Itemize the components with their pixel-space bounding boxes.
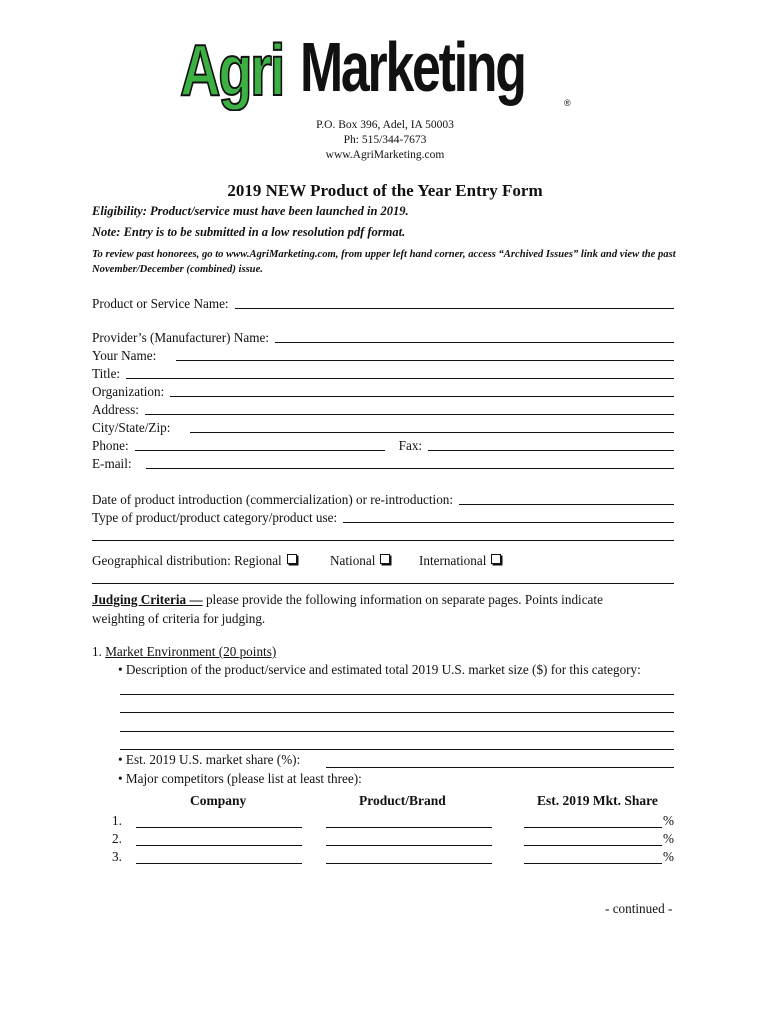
your-name-field[interactable] bbox=[92, 346, 674, 364]
geo-national[interactable] bbox=[330, 553, 390, 569]
company-line[interactable] bbox=[136, 862, 302, 864]
col-market-share: Est. 2019 Mkt. Share bbox=[537, 793, 658, 808]
row-number: 2. bbox=[112, 831, 122, 846]
fax-label: Fax: bbox=[398, 438, 423, 453]
input-line[interactable] bbox=[235, 296, 674, 309]
geo-label: Geographical distribution: Regional bbox=[92, 553, 282, 568]
share-line[interactable] bbox=[524, 826, 662, 828]
description-line-2[interactable] bbox=[120, 712, 674, 713]
review-text: To review past honorees, go to www.AgriMarketing.com, from upper left hand corner, access “Archived Issues” link and view the past November/December (combined) issue. bbox=[92, 249, 676, 275]
description-line-3[interactable] bbox=[120, 731, 674, 732]
company-line[interactable] bbox=[136, 826, 302, 828]
judging-criteria bbox=[92, 590, 652, 628]
input-line[interactable] bbox=[343, 510, 674, 523]
continued-text: - continued - bbox=[605, 901, 673, 916]
geo-international[interactable] bbox=[419, 553, 501, 569]
bullet-competitors: • Major competitors (please list at least three): bbox=[118, 771, 362, 786]
brand-line[interactable] bbox=[326, 826, 492, 828]
bullet-market-share: • Est. 2019 U.S. market share (%): bbox=[118, 752, 301, 767]
eligibility-text: Eligibility: Product/service must have been launched in 2019. bbox=[92, 204, 409, 218]
field-label: Provider’s (Manufacturer) Name: bbox=[92, 330, 269, 345]
input-line[interactable] bbox=[275, 330, 674, 343]
input-line[interactable] bbox=[146, 456, 674, 469]
organization-field[interactable] bbox=[92, 382, 674, 400]
form-title: 2019 NEW Product of the Year Entry Form bbox=[227, 181, 543, 200]
field-label: Address: bbox=[92, 402, 139, 417]
field-label: Phone: bbox=[92, 438, 129, 453]
row-number: 1. bbox=[112, 813, 122, 828]
col-company: Company bbox=[190, 793, 247, 808]
percent-sign: % bbox=[663, 831, 674, 846]
field-label: Your Name: bbox=[92, 348, 157, 363]
section-number: 1. bbox=[92, 644, 102, 659]
product-type-field[interactable] bbox=[92, 508, 674, 526]
row-number: 3. bbox=[112, 849, 122, 864]
national-checkbox[interactable] bbox=[380, 554, 390, 564]
email-field[interactable] bbox=[92, 454, 674, 472]
geo-regional[interactable] bbox=[92, 553, 297, 569]
input-line[interactable] bbox=[176, 348, 674, 361]
geo-line[interactable] bbox=[92, 583, 674, 584]
national-label: National bbox=[330, 553, 376, 568]
judging-heading: Judging Criteria — bbox=[92, 592, 203, 607]
field-label: City/State/Zip: bbox=[92, 420, 171, 435]
share-line[interactable] bbox=[524, 844, 662, 846]
product-name-field[interactable] bbox=[92, 294, 674, 312]
field-label: Type of product/product category/product use: bbox=[92, 510, 338, 525]
percent-sign: % bbox=[663, 813, 674, 828]
field-label: Product or Service Name: bbox=[92, 296, 229, 311]
agrimarketing-logo bbox=[180, 30, 580, 116]
website-line: www.AgriMarketing.com bbox=[325, 149, 445, 161]
brand-line[interactable] bbox=[326, 844, 492, 846]
input-line[interactable] bbox=[126, 366, 674, 379]
product-type-line-2[interactable] bbox=[92, 540, 674, 541]
registered-mark: ® bbox=[564, 98, 571, 108]
international-checkbox[interactable] bbox=[491, 554, 501, 564]
input-line[interactable] bbox=[190, 420, 674, 433]
company-line[interactable] bbox=[136, 844, 302, 846]
phone-input-line[interactable] bbox=[135, 438, 385, 451]
market-share-line[interactable] bbox=[326, 766, 674, 768]
note-text: Note: Entry is to be submitted in a low resolution pdf format. bbox=[92, 225, 406, 239]
input-line[interactable] bbox=[170, 384, 674, 397]
input-line[interactable] bbox=[459, 492, 674, 505]
col-product-brand: Product/Brand bbox=[359, 793, 446, 808]
description-line-4[interactable] bbox=[120, 749, 674, 750]
brand-line[interactable] bbox=[326, 862, 492, 864]
field-label: E-mail: bbox=[92, 456, 132, 471]
address-line: P.O. Box 396, Adel, IA 50003 bbox=[316, 119, 454, 131]
field-label: Organization: bbox=[92, 384, 165, 399]
phone-line: Ph: 515/344-7673 bbox=[343, 134, 427, 146]
provider-field[interactable] bbox=[92, 328, 674, 346]
title-field[interactable] bbox=[92, 364, 674, 382]
city-state-zip-field[interactable] bbox=[92, 418, 674, 436]
market-environment-heading bbox=[92, 644, 276, 660]
address-field[interactable] bbox=[92, 400, 674, 418]
section-title: Market Environment (20 points) bbox=[105, 644, 277, 659]
judging-text: please provide the following information on separate pages. Points indicate weighting of criteria for judging. bbox=[92, 592, 603, 626]
field-label: Date of product introduction (commercialization) or re-introduction: bbox=[92, 492, 454, 507]
international-label: International bbox=[419, 553, 487, 568]
date-intro-field[interactable] bbox=[92, 490, 674, 508]
fax-input-line[interactable] bbox=[428, 438, 674, 451]
field-label: Title: bbox=[92, 366, 121, 381]
input-line[interactable] bbox=[145, 402, 674, 415]
regional-checkbox[interactable] bbox=[287, 554, 297, 564]
bullet-description: • Description of the product/service and estimated total 2019 U.S. market size ($) for this category: bbox=[118, 662, 641, 677]
description-line-1[interactable] bbox=[120, 694, 674, 695]
logo-agri: Agri bbox=[180, 31, 283, 111]
percent-sign: % bbox=[663, 849, 674, 864]
phone-fax-field[interactable] bbox=[92, 436, 674, 454]
logo-marketing: Marketing bbox=[300, 28, 525, 106]
share-line[interactable] bbox=[524, 862, 662, 864]
